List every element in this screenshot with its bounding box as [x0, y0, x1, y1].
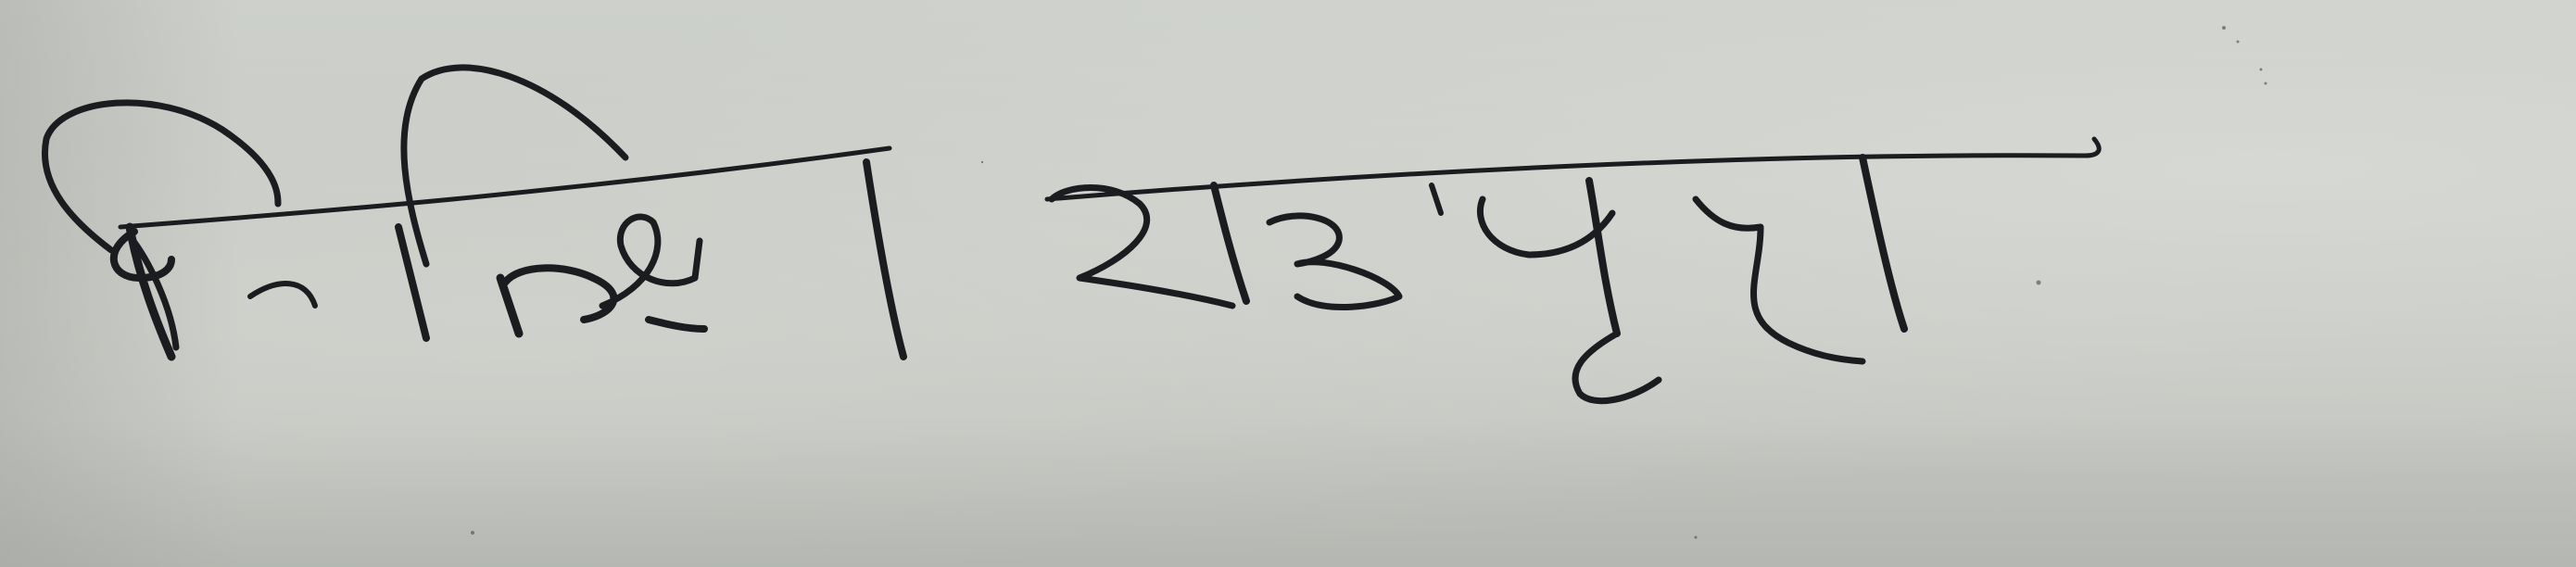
paper-specks — [471, 26, 2267, 539]
signature-word-2 — [1047, 139, 2099, 401]
signature-word-1 — [44, 68, 903, 357]
